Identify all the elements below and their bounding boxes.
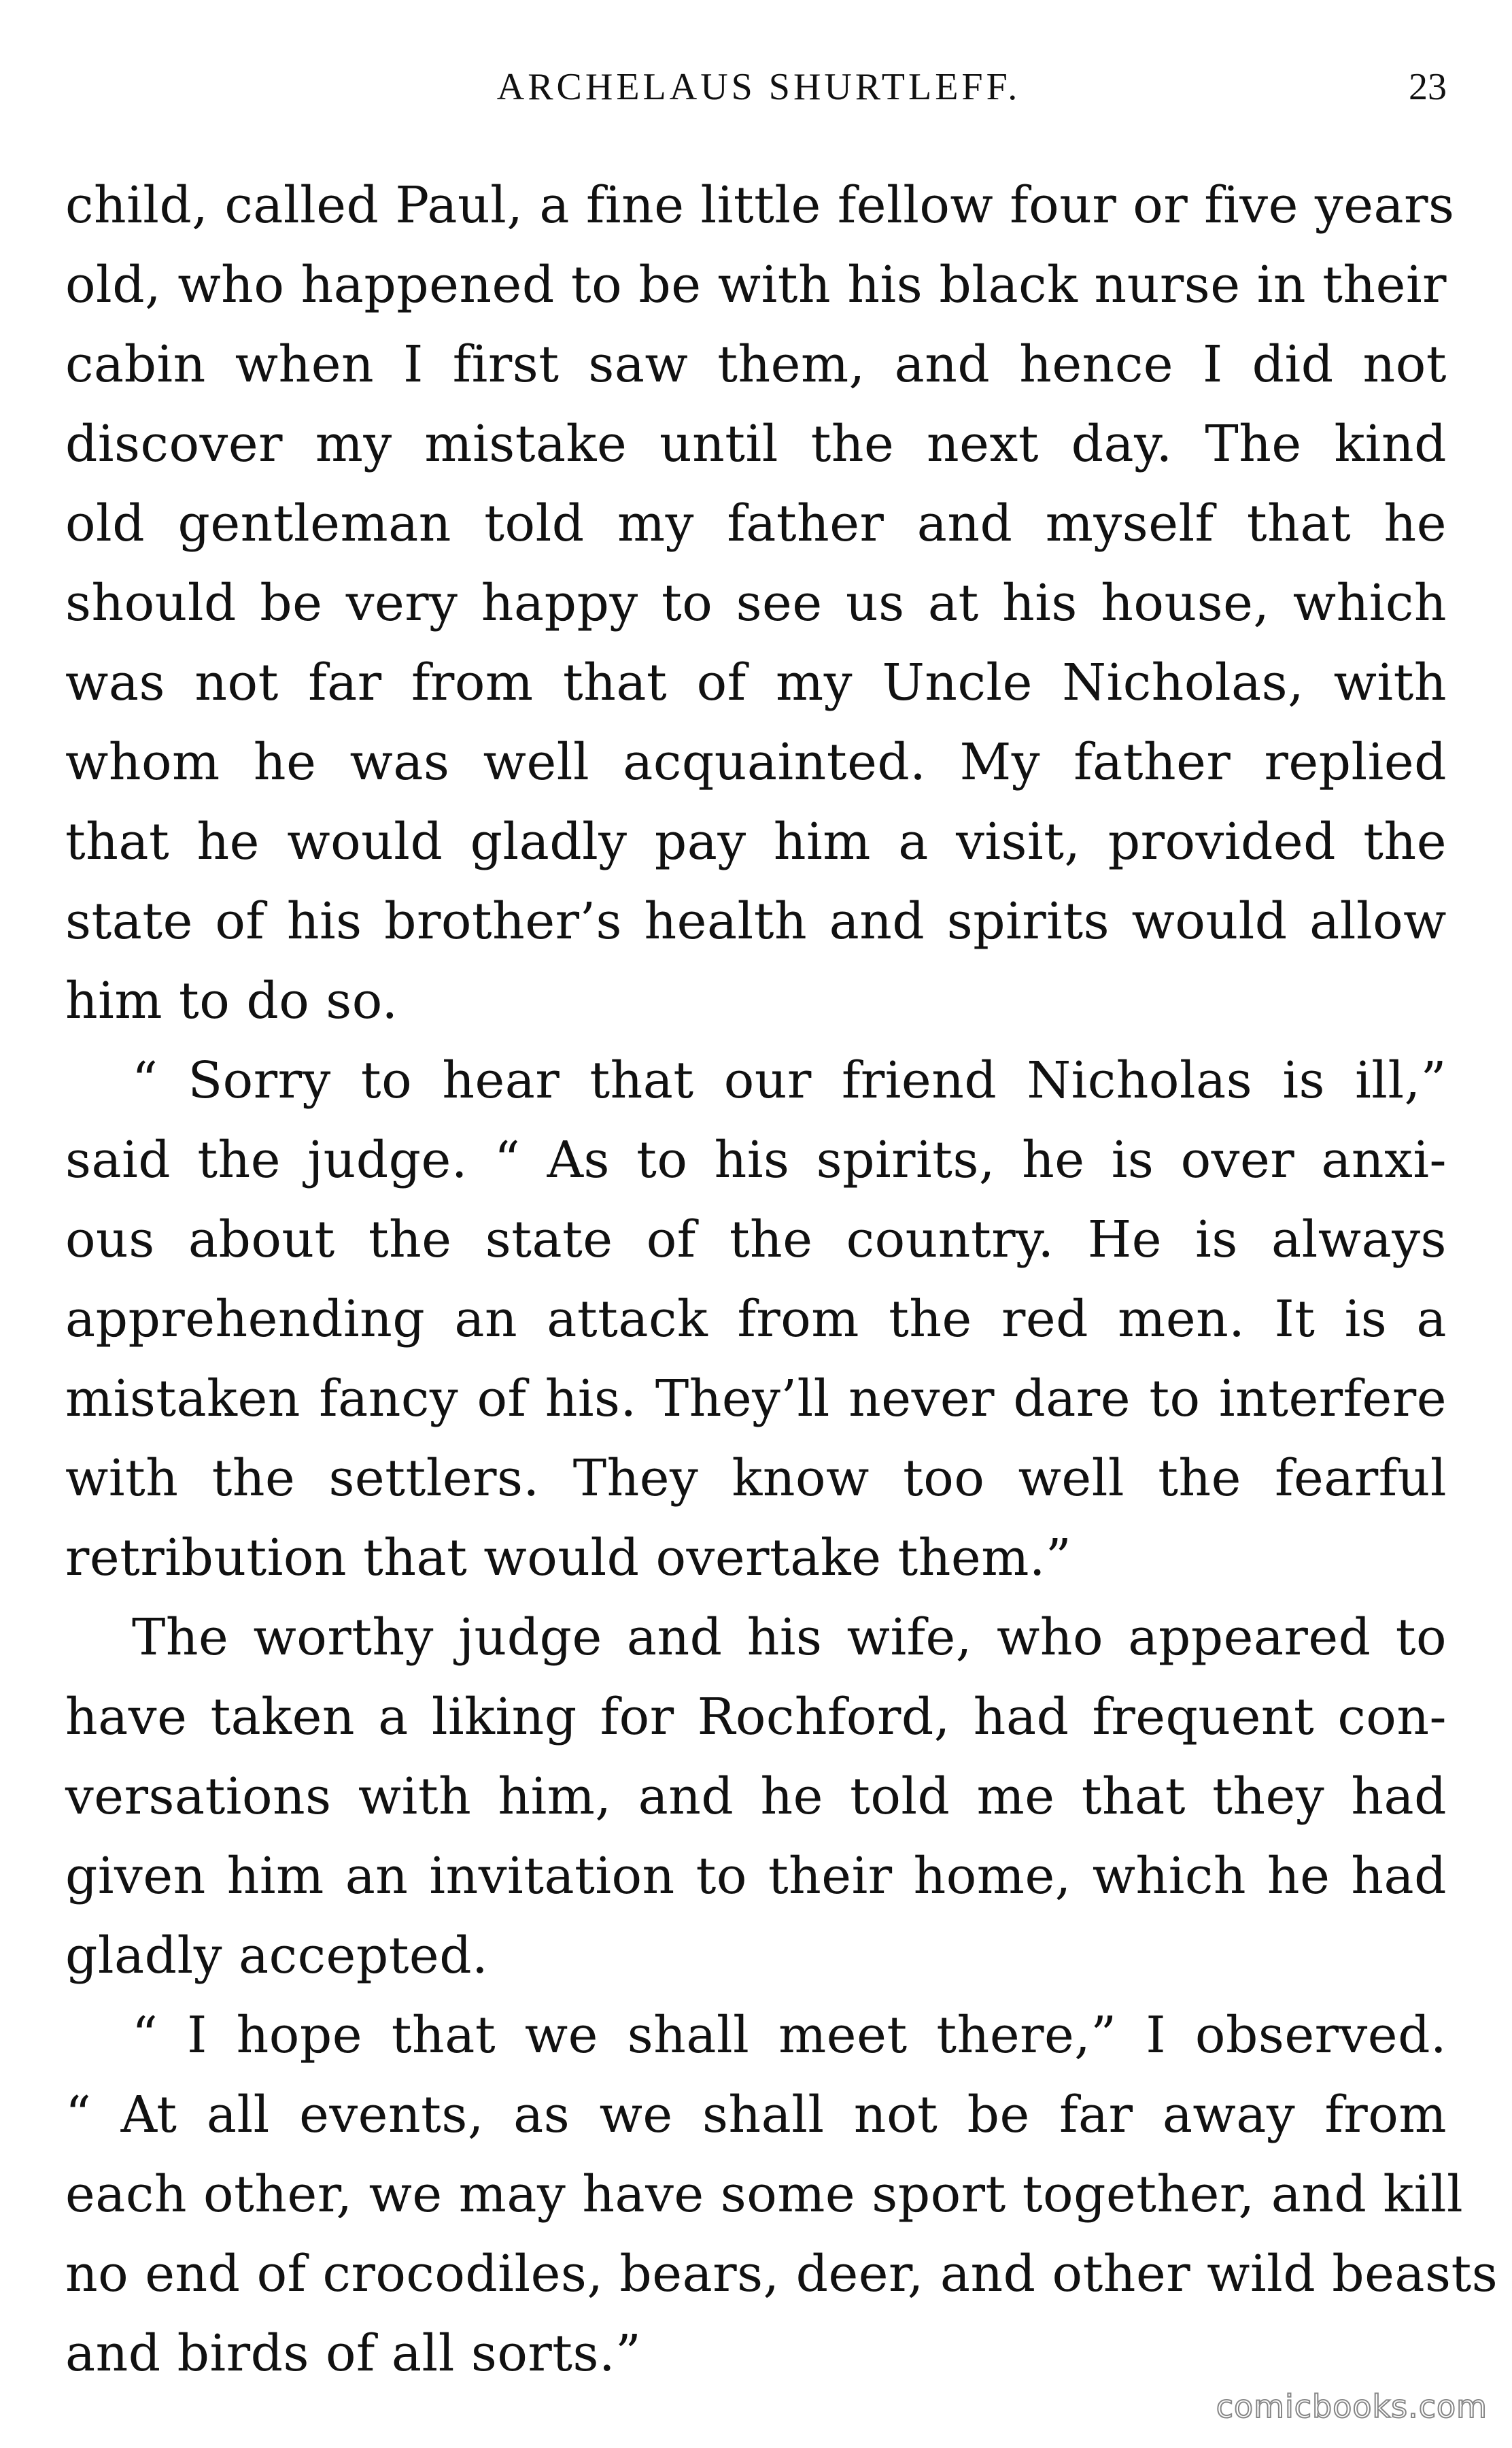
text-line: given him an invitation to their home, which he had bbox=[65, 1847, 1447, 1905]
running-header bbox=[71, 60, 1447, 114]
text-line: child, called Paul, a fine little fellow four or five years bbox=[65, 176, 1455, 235]
text-line: old gentleman told my father and myself that he bbox=[65, 494, 1447, 553]
watermark: comicbooks.com bbox=[1216, 2388, 1488, 2425]
paragraph-end-line: retribution that would overtake them.” bbox=[65, 1529, 1072, 1587]
body-text bbox=[65, 166, 1498, 2394]
text-line: old, who happened to be with his black nurse in their bbox=[65, 256, 1447, 314]
text-line: was not far from that of my Uncle Nicholas, with bbox=[65, 653, 1447, 712]
text-line: apprehending an attack from the red men. It is a bbox=[65, 1290, 1447, 1348]
running-title: ARCHELAUS SHURTLEFF. bbox=[496, 66, 1021, 108]
text-line: should be very happy to see us at his house, which bbox=[65, 574, 1447, 632]
paragraph-end-line: him to do so. bbox=[65, 972, 398, 1030]
paragraph-start-line: “ I hope that we shall meet there,” I observed. bbox=[132, 2006, 1447, 2064]
text-line: versations with him, and he told me that they had bbox=[65, 1767, 1447, 1826]
text-line: discover my mistake until the next day. The kind bbox=[65, 415, 1447, 473]
paragraph-end-line: and birds of all sorts.” bbox=[65, 2324, 642, 2383]
text-line: each other, we may have some sport together, and kill bbox=[65, 2165, 1464, 2224]
paragraph-start-line: “ Sorry to hear that our friend Nicholas is ill,” bbox=[132, 1051, 1447, 1110]
text-line: have taken a liking for Rochford, had frequent con- bbox=[65, 1688, 1447, 1746]
text-line: mistaken fancy of his. They’ll never dare to interfere bbox=[65, 1370, 1447, 1428]
text-line: no end of crocodiles, bears, deer, and other wild beasts bbox=[65, 2245, 1498, 2303]
text-line: state of his brother’s health and spirits would allow bbox=[65, 892, 1447, 951]
text-line: whom he was well acquainted. My father replied bbox=[65, 733, 1447, 792]
text-line: with the settlers. They know too well the fearful bbox=[65, 1449, 1447, 1508]
paragraph-end-line: gladly accepted. bbox=[65, 1926, 489, 1985]
page-number: 23 bbox=[1409, 66, 1447, 108]
text-line: ous about the state of the country. He is always bbox=[65, 1210, 1447, 1269]
text-line: “ At all events, as we shall not be far away from bbox=[65, 2086, 1447, 2144]
paragraph-start-line: The worthy judge and his wife, who appeared to bbox=[132, 1608, 1447, 1667]
text-line: said the judge. “ As to his spirits, he is over anxi- bbox=[65, 1131, 1447, 1189]
text-line: cabin when I first saw them, and hence I did not bbox=[65, 335, 1447, 394]
text-line: that he would gladly pay him a visit, provided the bbox=[65, 813, 1447, 871]
